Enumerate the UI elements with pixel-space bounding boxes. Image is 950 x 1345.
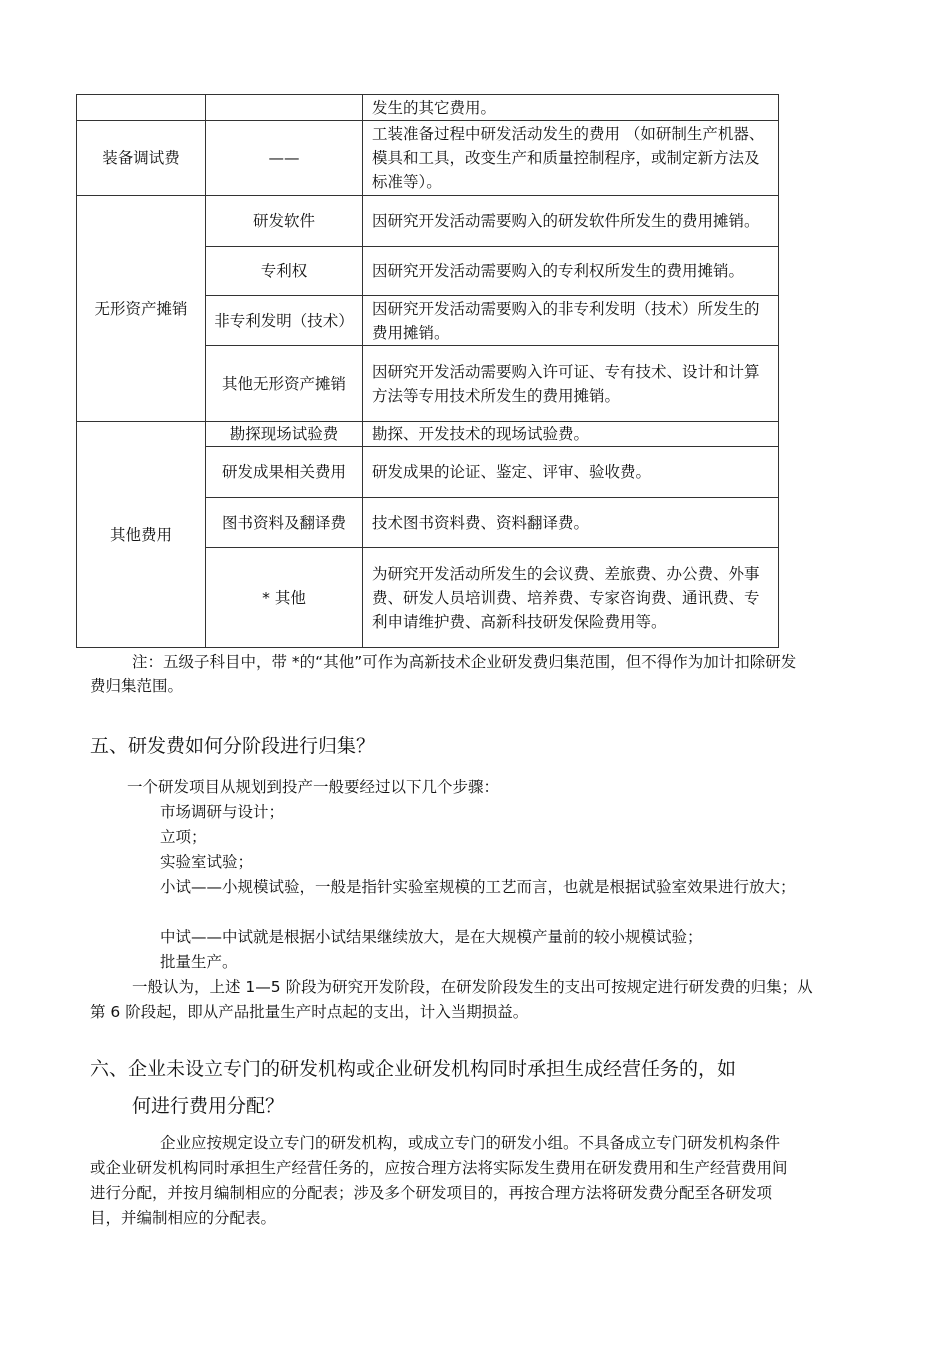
table-cell: 勘探现场试验费 (206, 422, 363, 447)
table-cell: 勘探、开发技术的现场试验费。 (363, 422, 779, 447)
section-6-heading: 六、企业未设立专门的研发机构或企业研发机构同时承担生成经营任务的，如 (90, 1058, 737, 1080)
table-cell: 因研究开发活动需要购入的专利权所发生的费用摊销。 (363, 247, 779, 296)
table-row (77, 95, 779, 121)
step-item: 立项； (160, 828, 207, 846)
step-item: 小试——小规模试验，一般是指针实验室规模的工艺而言，也就是根据试验室效果进行放大； (160, 878, 796, 896)
table-cell: 研发软件 (206, 196, 363, 247)
table-cell: 因研究开发活动需要购入的研发软件所发生的费用摊销。 (363, 196, 779, 247)
step-item: 批量生产。 (160, 953, 238, 971)
section-5-intro: 一个研发项目从规划到投产一般要经过以下几个步骤： (127, 778, 500, 796)
table-cell: 专利权 (206, 247, 363, 296)
table-cell (206, 95, 363, 121)
section-6-body: 企业应按规定设立专门的研发机构，或成立专门的研发小组。不具备成立专门研发机构条件或企业研发机构同时承担生产经营任务的，应按合理方法将实际发生费用在研发费用和生产经营费用间进行分配，并按月编制相应的分配表；涉及多个研发项目的，再按合理方法将研发费分配至各研发项目，并编制相应的分配表。 (90, 1134, 788, 1227)
table-cell: 图书资料及翻译费 (206, 498, 363, 548)
table-row (77, 121, 779, 196)
step-item: 中试——中试就是根据小试结果继续放大，是在大规模产量前的较小规模试验； (160, 928, 703, 946)
category-cell: 无形资产摊销 (77, 196, 206, 422)
table-cell: 因研究开发活动需要购入的非专利发明（技术）所发生的费用摊销。 (363, 296, 779, 346)
table-cell: 非专利发明（技术） (206, 296, 363, 346)
table-cell: 因研究开发活动需要购入许可证、专有技术、设计和计算方法等专用技术所发生的费用摊销。 (363, 346, 779, 422)
table-cell: 研发成果的论证、鉴定、评审、验收费。 (363, 447, 779, 498)
table-cell: 其他无形资产摊销 (206, 346, 363, 422)
section-5-heading: 五、研发费如何分阶段进行归集？ (90, 735, 376, 757)
step-item: 实验室试验； (160, 853, 254, 871)
table-cell: 为研究开发活动所发生的会议费、差旅费、办公费、外事费、研发人员培训费、培养费、专家咨询费、通讯费、专利申请维护费、高新科技研发保险费用等。 (363, 548, 779, 648)
rd-expense-table (76, 94, 779, 648)
table-cell: * 其他 (206, 548, 363, 648)
table-cell: 发生的其它费用。 (363, 95, 779, 121)
table-cell: 工装准备过程中研发活动发生的费用 （如研制生产机器、模具和工具，改变生产和质量控制程序，或制定新方法及标准等）。 (363, 121, 779, 196)
category-cell: 其他费用 (77, 422, 206, 648)
table-cell: 技术图书资料费、资料翻译费。 (363, 498, 779, 548)
table-note: 注：五级子科目中，带 *的“其他”可作为高新技术企业研发费归集范围，但不得作为加计扣除研发费归集范围。 (90, 653, 797, 695)
table-cell (77, 95, 206, 121)
section-5-conclusion: 一般认为，上述 1—5 阶段为研究开发阶段，在研发阶段发生的支出可按规定进行研发费的归集；从第 6 阶段起，即从产品批量生产时点起的支出，计入当期损益。 (90, 978, 813, 1021)
table-row (77, 422, 779, 447)
table-cell: —— (206, 121, 363, 196)
table-cell: 装备调试费 (77, 121, 206, 196)
section-6-heading-cont: 何进行费用分配？ (132, 1095, 285, 1117)
table-row (77, 196, 779, 247)
step-item: 市场调研与设计； (160, 803, 285, 821)
table-cell: 研发成果相关费用 (206, 447, 363, 498)
